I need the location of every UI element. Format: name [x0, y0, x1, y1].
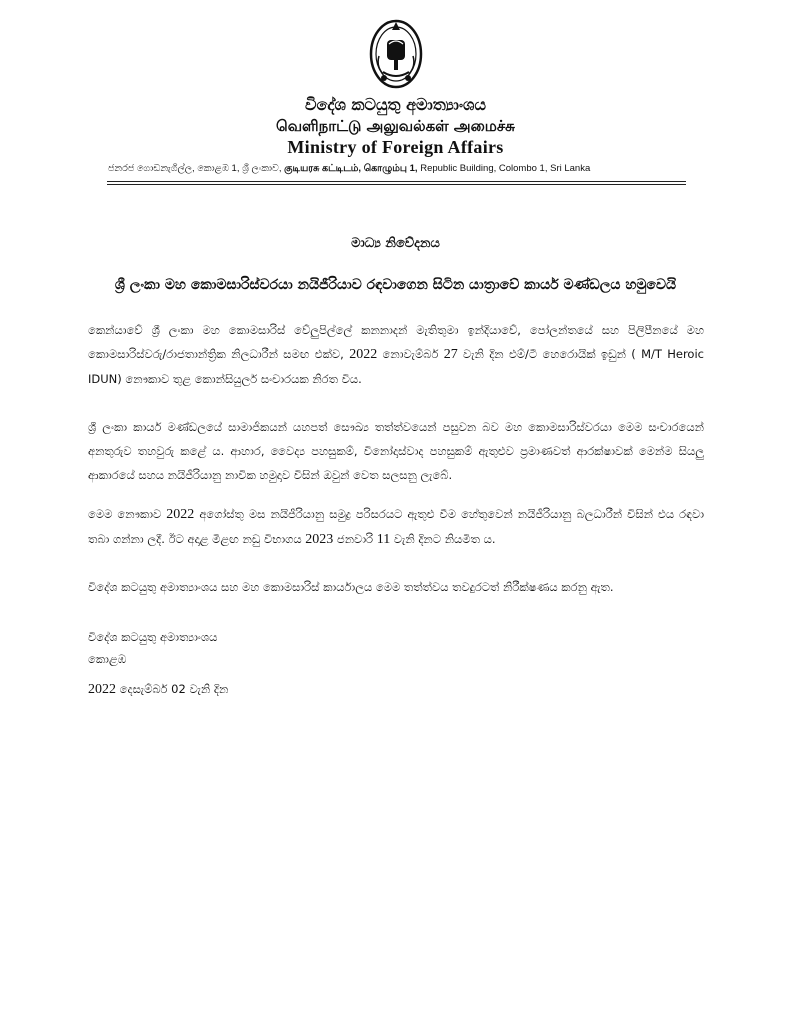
address-english: Republic Building, Colombo 1, Sri Lanka: [420, 163, 591, 174]
press-release-label: මාධ්‍ය නිවේදනය: [351, 236, 440, 251]
release-date: 2022 දෙසැම්බර් 02 වැනි දින: [88, 682, 229, 697]
ministry-name-english: Ministry of Foreign Affairs: [287, 137, 504, 157]
signature-city: කොළඹ: [88, 652, 127, 666]
paragraph-1: කෙන්යාවේ ශ්‍රී ලංකා මහ කොමසාරිස් වේලුපිල්ලේ කනනාදන් මැතිතුමා ඉන්දියාවේ, පෝලන්තයේ සහ පිලිපීනයේ මහ කොමසාරිස්වරු/රාජතාන්ත්‍රික නිලධාරීන් සමඟ එක්ව, 2022 නොවැම්බර් 27 වැනි දින එම්/ටී හෙරොයික් ඉඩුන් ( M/T Heroic IDUN) නෞකාව තුළ කොන්සියුලර් සංචාරයක නිරත විය.: [88, 323, 704, 386]
paragraph-4: විදේශ කටයුතු අමාත්‍යාංශය සහ මහ කොමසාරිස් කාර්යාලය මෙම තත්ත්වය තවදුරටත් නිරීක්ෂණය කරනු ඇත.: [88, 580, 614, 594]
address-sinhala: ජනරජ ගොඩනැගිල්ල, කොළඹ 1, ශ්‍රී ලංකාව,: [108, 163, 282, 174]
ministry-name-tamil: வெளிநாட்டு அலுவல்கள் அமைச்சு: [276, 117, 515, 135]
header-divider-thick: [107, 184, 686, 185]
address-tamil: குடியரசு கட்டிடம், கொழும்பு 1,: [284, 163, 418, 174]
header-divider: [107, 181, 686, 182]
paragraph-2: ශ්‍රී ලංකා කාර්ය මණ්ඩලයේ සාමාජිකයන් යහපත් සෞඛ්‍ය තත්ත්වයෙන් පසුවන බව මහ කොමසාරිස්වරයා මෙම සංචාරයෙන් අනතුරුව තහවුරු කළේ ය. ආහාර, වෛද්‍ය පහසුකම්, විනෝදාස්වාද පහසුකම් ඇතුළුව ප්‍රමාණවත් ආරක්ෂාවක් මෙන්ම සියලු ආකාරයේ සහය නයිජීරියානු නාවික හමුදාව විසින් ඔවුන් වෙත සලසනු ලැබේ.: [88, 420, 704, 482]
sri-lanka-emblem-icon: [369, 16, 423, 90]
ministry-name-sinhala: විදේශ කටයුතු අමාත්‍යාංශය: [305, 95, 486, 114]
paragraph-3: මෙම නෞකාව 2022 අගෝස්තු මස නයිජීරියානු සමුද්‍ර පරිසරයට ඇතුළු වීම හේතුවෙන් නයිජීරියානු බලධාරීන් විසින් එය රඳවා තබා ගන්නා ලදී. ඊට අදාළ මීළඟ නඩු විභාගය 2023 ජනවාරි 11 වැනි දිනට නියමිත ය.: [88, 507, 705, 547]
ministry-address: [108, 163, 683, 175]
signature-ministry: විදේශ කටයුතු අමාත්‍යාංශය: [88, 630, 218, 644]
headline: ශ්‍රී ලංකා මහ කොමසාරිස්වරයා නයිජීරියාව රඳවාගෙන සිටින යාත්‍රාවේ කාර්ය මණ්ඩලය හමුවෙයි: [114, 277, 677, 293]
